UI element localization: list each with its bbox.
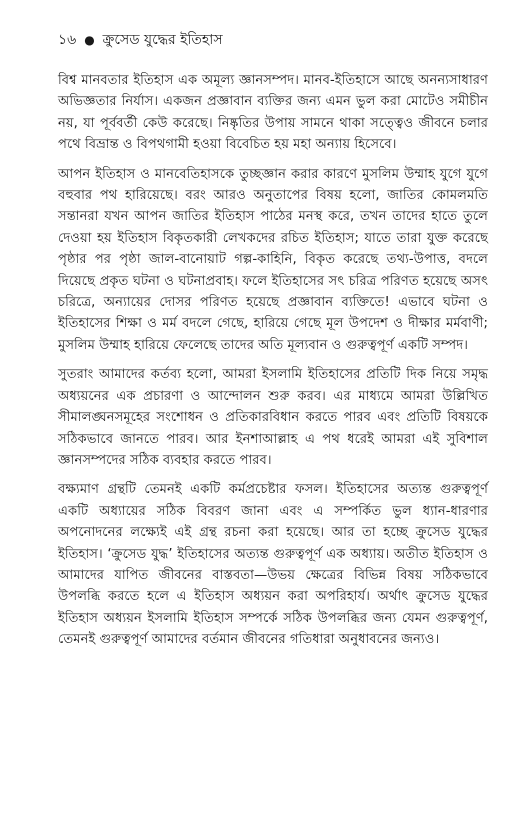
- running-header: [58, 30, 488, 50]
- header-separator-dot: ●: [84, 33, 95, 47]
- paragraph-2: আপন ইতিহাস ও মানবেতিহাসকে তুচ্ছজ্ঞান করার কারণে মুসলিম উম্মাহ যুগে যুগে বহুবার পথ হারিয়েছে। বরং আরও অনুতাপের বিষয় হলো, জাতির কোমলমতি সন্তানরা যখন আপন জাতির ইতিহাস পাঠের মনস্থ করে, তখন তাদের হাতে তুলে দেওয়া হয় ইতিহাস বিকৃতকারী লেখকদের রচিত ইতিহাস; যাতে তারা যুক্ত করেছে পৃষ্ঠার পর পৃষ্ঠা জাল-বানোয়াট গল্প-কাহিনি, বিকৃত করেছে তথ্য-উপাত্ত, বদলে দিয়েছে প্রকৃত ঘটনা ও ঘটনাপ্রবাহ। ফলে ইতিহাসের সৎ চরিত্র পরিণত হয়েছে অসৎ চরিত্রে, অন্যায়ের দোসর পরিণত হয়েছে প্রজ্ঞাবান ব্যক্তিতে! এভাবে ঘটনা ও ইতিহাসের শিক্ষা ও মর্ম বদলে গেছে, হারিয়ে গেছে মূল উপদেশ ও দীক্ষার মর্মবাণী; মুসলিম উম্মাহ হারিয়ে ফেলেছে তাদের অতি মূল্যবান ও গুরুত্বপূর্ণ একটি সম্পদ।: [58, 166, 488, 353]
- paragraph-1: বিশ্ব মানবতার ইতিহাস এক অমূল্য জ্ঞানসম্পদ। মানব-ইতিহাসে আছে অনন্যসাধারণ অভিজ্ঞতার নির্যাস। একজন প্রজ্ঞাবান ব্যক্তির জন্য এমন ভুল করা মোটেও সমীচীন নয়, যা পূর্ববর্তী কেউ করেছে। নিষ্কৃতির উপায় সামনে থাকা সত্ত্বেও জীবনে চলার পথে বিভ্রান্ত ও বিপথগামী হওয়া বিবেচিত হয় মহা অন্যায় হিসেবে।: [58, 73, 488, 153]
- page-body: [58, 70, 488, 651]
- paragraph-4: বক্ষ্যমাণ গ্রন্থটি তেমনই একটি কর্মপ্রচেষ্টার ফসল। ইতিহাসের অত্যন্ত গুরুত্বপূর্ণ একটি অধ্যায়ের সঠিক বিবরণ জানা এবং এ সম্পর্কিত ভুল ধ্যান-ধারণার অপনোদনের লক্ষ্যেই এই গ্রন্থ রচনা করা হয়েছে। আর তা হচ্ছে ক্রুসেড যুদ্ধের ইতিহাস। ‘ক্রুসেড যুদ্ধ’ ইতিহাসের অত্যন্ত গুরুত্বপূর্ণ এক অধ্যায়। অতীত ইতিহাস ও আমাদের যাপিত জীবনের বাস্তবতা—উভয় ক্ষেত্রের বিভিন্ন বিষয় সঠিকভাবে উপলব্ধি করতে হলে এ ইতিহাস অধ্যয়ন করা অপরিহার্য। অর্থাৎ ক্রুসেড যুদ্ধের ইতিহাস অধ্যয়ন ইসলামি ইতিহাস সম্পর্কে সঠিক উপলব্ধির জন্য যেমন গুরুত্বপূর্ণ, তেমনই গুরুত্বপূর্ণ আমাদের বর্তমান জীবনের গতিধারা অনুধাবনের জন্যও।: [58, 482, 488, 648]
- running-book-title: ক্রুসেড যুদ্ধের ইতিহাস: [102, 32, 223, 48]
- page-number: ১৬: [58, 32, 77, 48]
- paragraph-3: সুতরাং আমাদের কর্তব্য হলো, আমরা ইসলামি ইতিহাসের প্রতিটি দিক নিয়ে সমৃদ্ধ অধ্যয়নের এক প্রচারণা ও আন্দোলন শুরু করব। এর মাধ্যমে আমরা উল্লিখিত সীমালঙ্ঘনসমূহের সংশোধন ও প্রতিকারবিধান করতে পারব এবং প্রতিটি বিষয়কে সঠিকভাবে জানতে পারব। আর ইনশাআল্লাহ এ পথ ধরেই আমরা এই সুবিশাল জ্ঞানসম্পদের সঠিক ব্যবহার করতে পারব।: [58, 367, 488, 468]
- book-page: [58, 30, 488, 659]
